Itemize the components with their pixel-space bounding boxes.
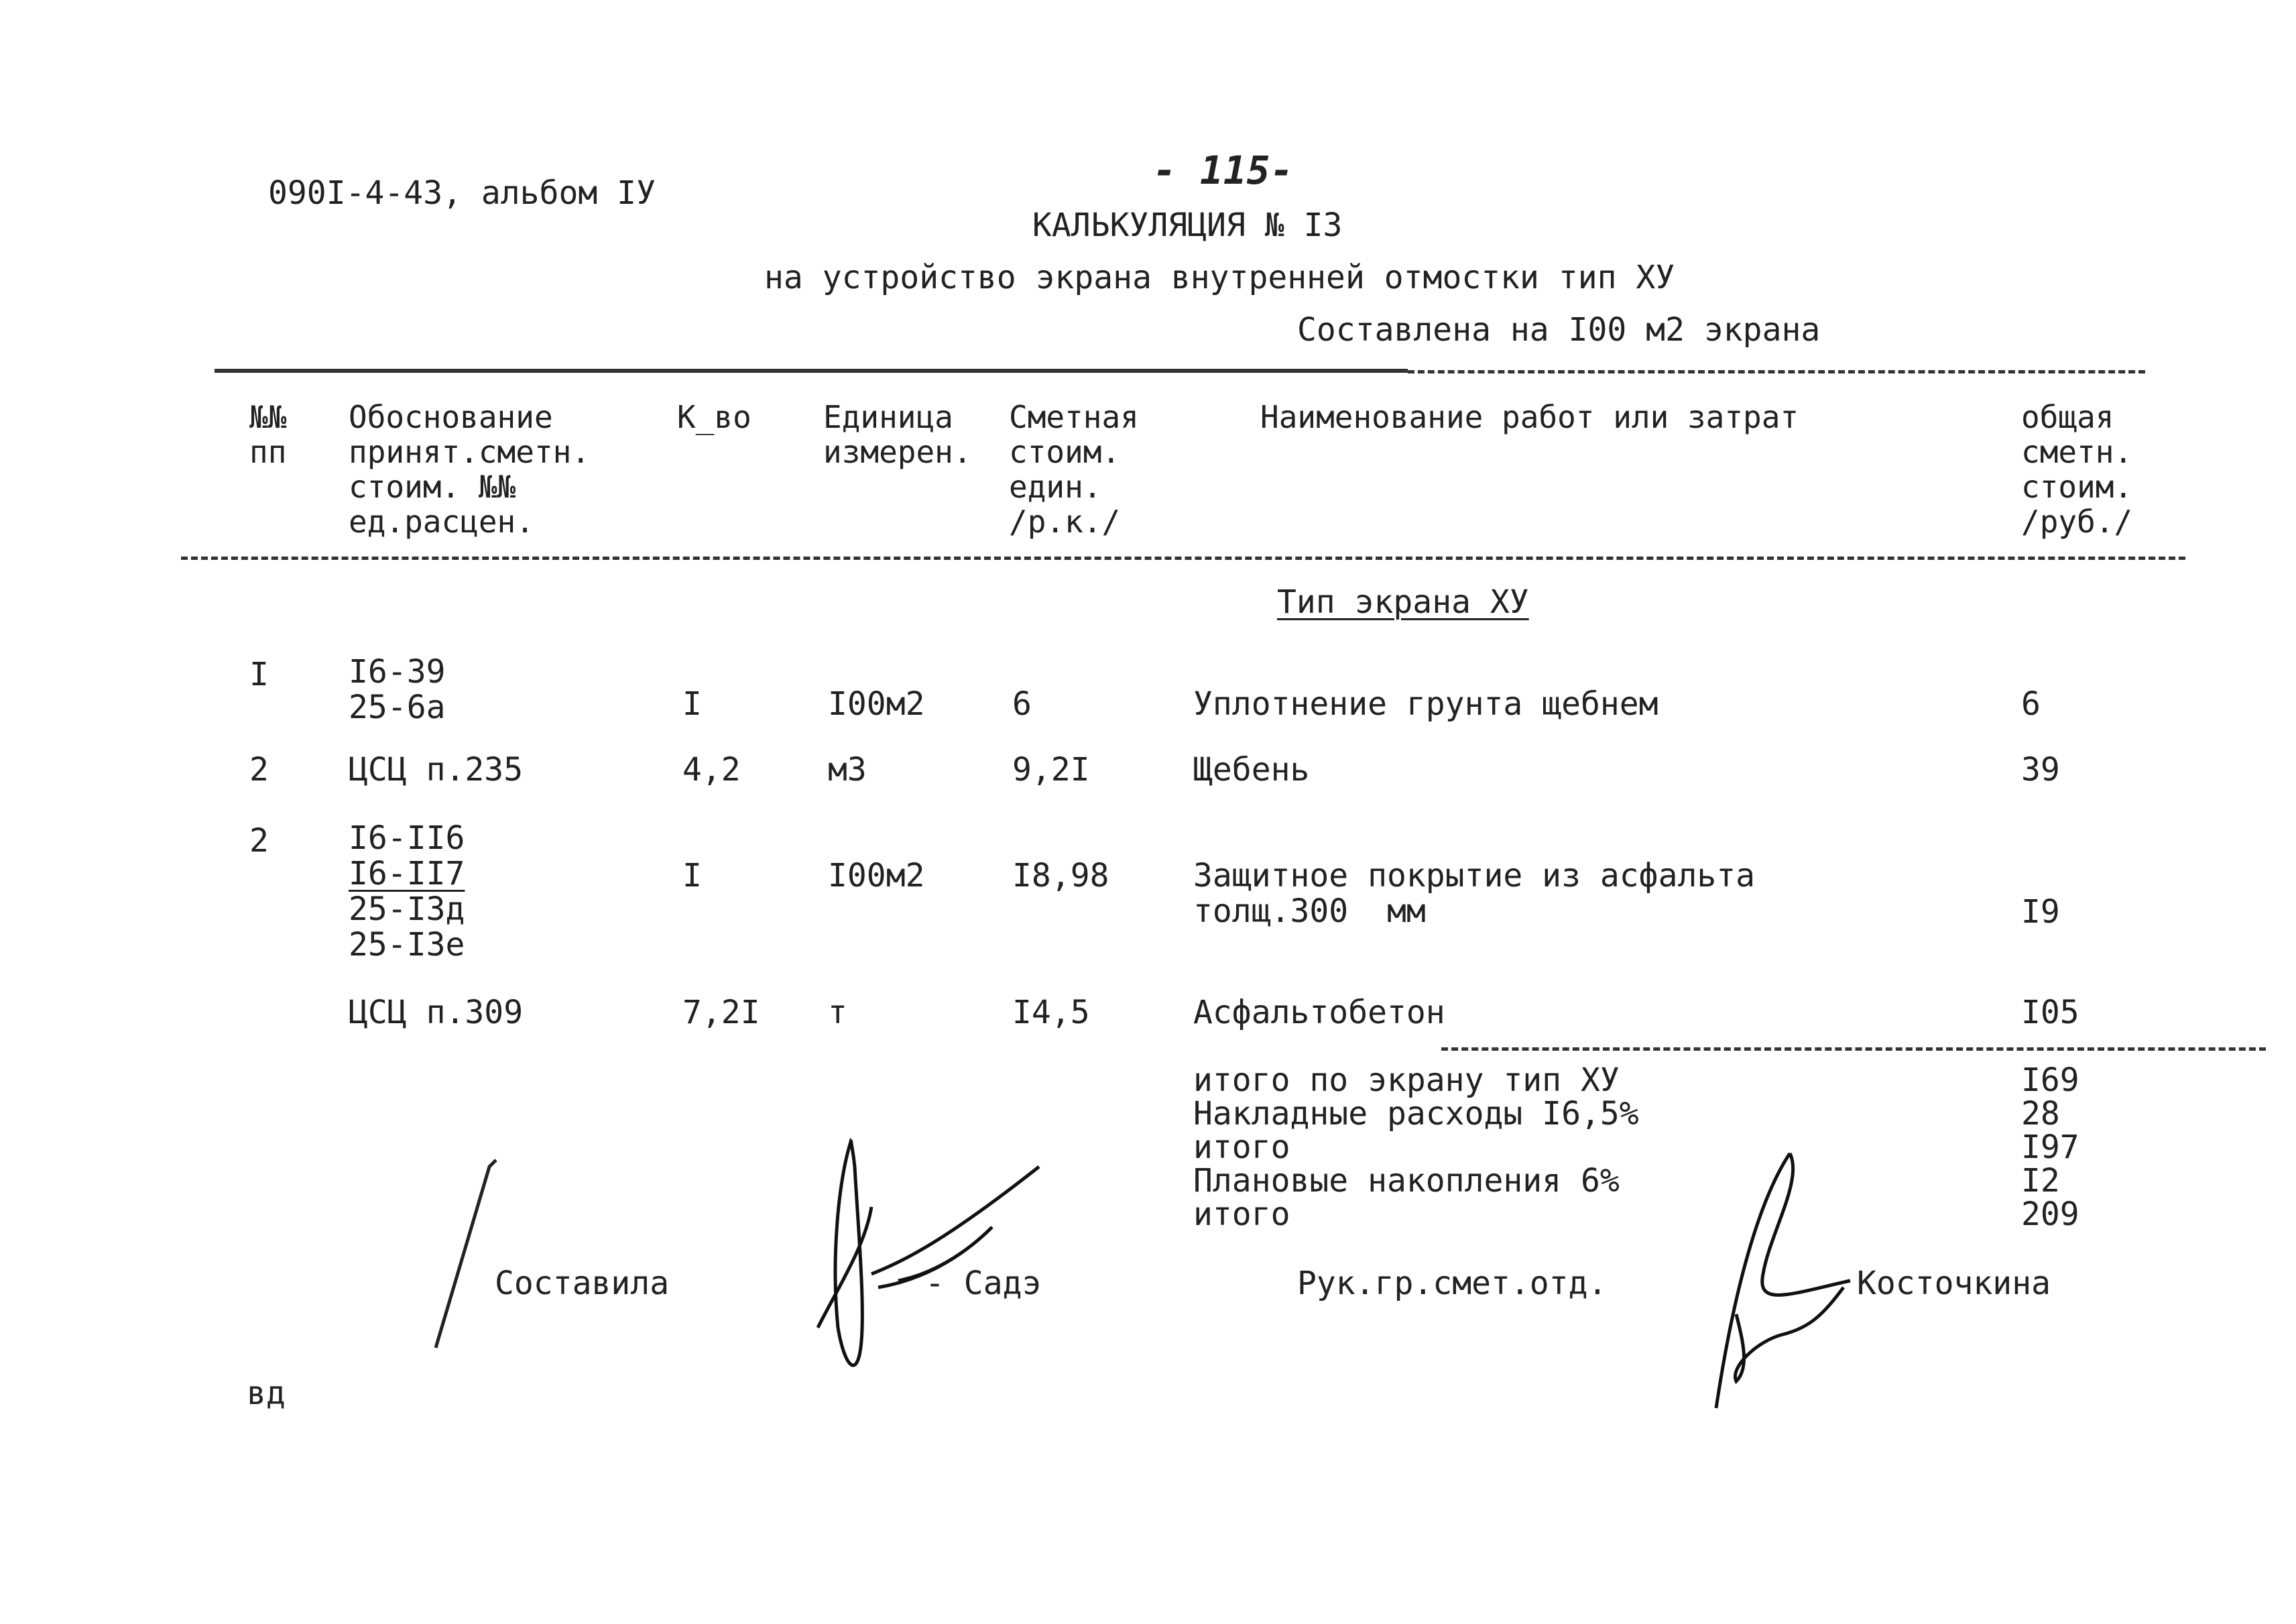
header-unit-cost: Сметная стоим. един. /р.к./ — [1009, 399, 1139, 540]
calculation-basis: Составлена на I00 м2 экрана — [1297, 311, 1821, 349]
row-1-quantity: I — [682, 685, 702, 723]
row-3-unit: I00м2 — [828, 857, 925, 894]
section-title: Тип экрана ХУ — [1277, 583, 1529, 621]
row-4-work-name: Асфальтобетон — [1193, 994, 1445, 1031]
row-2-num: 2 — [249, 751, 269, 789]
row-2-total: 39 — [2021, 751, 2060, 789]
row-2-justification: ЦСЦ п.235 — [349, 751, 524, 789]
row-2-work-name: Щебень — [1193, 751, 1310, 789]
header-work-name: Наименование работ или затрат — [1260, 399, 1799, 435]
header-total-cost: общая сметн. стоим. /руб./ — [2021, 399, 2133, 540]
row-3-work-name: Защитное покрытие из асфальта толщ.300 мм — [1193, 857, 1756, 930]
header-num: №№ пп — [249, 399, 287, 470]
page-number: - 115- — [1153, 148, 1294, 193]
summary-labels: итого по экрану тип ХУ Накладные расходы I6,5% итого Плановые накопления 6% итого — [1193, 1061, 1639, 1233]
row-1-unit: I00м2 — [828, 685, 925, 723]
compiler-signature — [798, 1126, 1052, 1395]
summary-values: I69 28 I97 I2 209 — [2021, 1061, 2079, 1233]
row-4-total: I05 — [2021, 994, 2079, 1031]
row-1-total: 6 — [2021, 685, 2041, 723]
row-2-unit: м3 — [828, 751, 867, 789]
compiler-name: - Садэ — [925, 1265, 1042, 1302]
row-3-total: I9 — [2021, 893, 2060, 931]
header-bottom-rule — [181, 557, 2185, 560]
footer-mark: вд — [247, 1375, 286, 1412]
table-top-rule — [215, 369, 1408, 373]
row-1-num: I — [249, 656, 269, 693]
group-head-label: Рук.гр.смет.отд. — [1297, 1265, 1608, 1302]
row-1-justification: I6-39 25-6а — [349, 653, 446, 726]
compiled-by-label: Составила — [495, 1265, 670, 1302]
row-4-unit-cost: I4,5 — [1012, 994, 1090, 1031]
row-2-quantity: 4,2 — [682, 751, 741, 789]
header-justification: Обоснование принят.сметн. стоим. №№ ед.расцен. — [349, 399, 591, 540]
row-3-quantity: I — [682, 857, 702, 894]
row-3-num: 2 — [249, 822, 269, 860]
table-top-rule-dashed — [1408, 370, 2145, 373]
header-quantity: К_во — [677, 399, 751, 435]
document-subtitle: на устройство экрана внутренней отмостки тип ХУ — [764, 259, 1675, 296]
row-1-work-name: Уплотнение грунта щебнем — [1193, 685, 1658, 723]
row-4-quantity: 7,2I — [682, 994, 760, 1031]
row-3-unit-cost: I8,98 — [1012, 857, 1109, 894]
document-title: КАЛЬКУЛЯЦИЯ № I3 — [1032, 207, 1343, 244]
row-4-unit: т — [828, 994, 847, 1031]
header-unit: Единица измерен. — [823, 399, 972, 470]
row-2-unit-cost: 9,2I — [1012, 751, 1090, 789]
group-head-name: Косточкина — [1857, 1265, 2051, 1302]
row-4-justification: ЦСЦ п.309 — [349, 994, 524, 1031]
document-reference: 090I-4-43, альбом IУ — [268, 174, 656, 212]
margin-slash-mark — [422, 1153, 503, 1354]
row-1-unit-cost: 6 — [1012, 685, 1032, 723]
summary-rule — [1441, 1047, 2266, 1051]
row-3-justification: I6-II6 I6-II7 25-I3д 25-I3е — [349, 819, 465, 964]
